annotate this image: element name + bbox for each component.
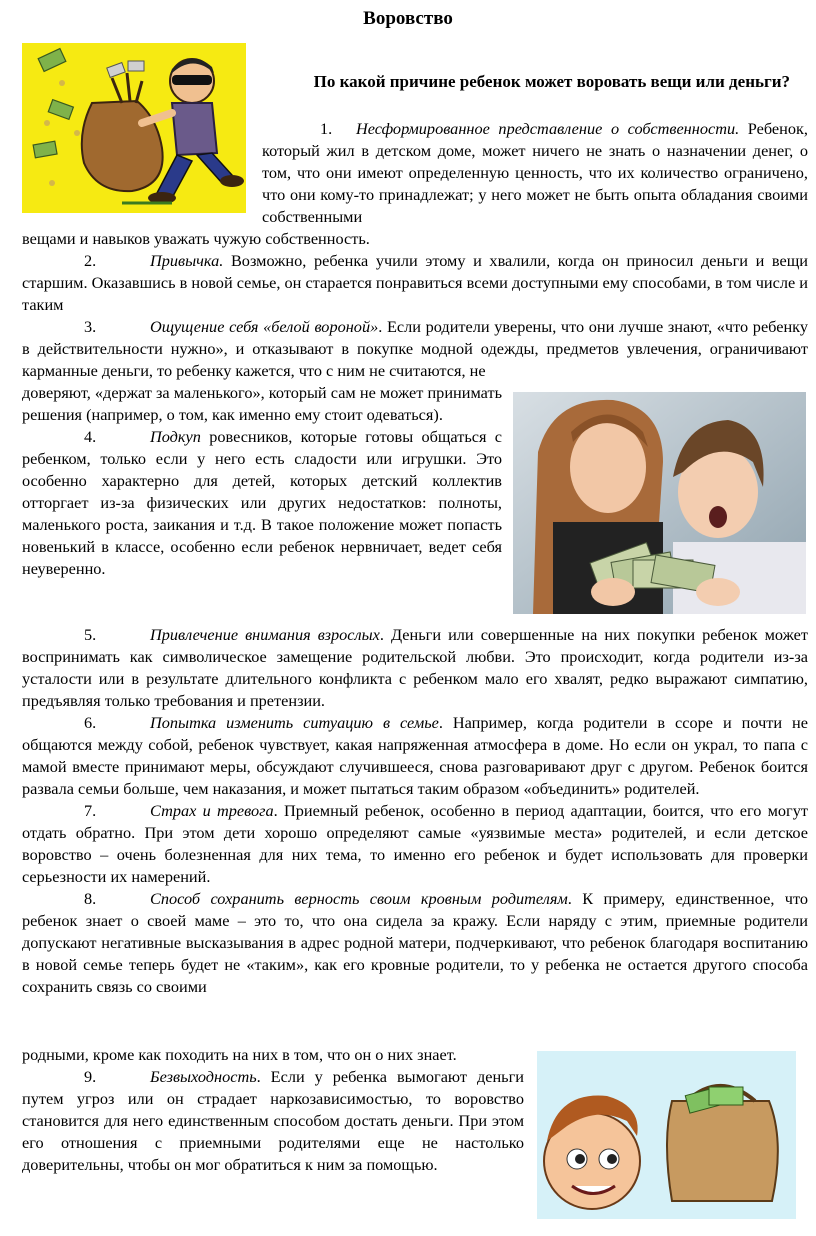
item-number: 8.: [84, 889, 97, 908]
list-items-3-4-narrow: [22, 382, 502, 580]
list-item-4: [22, 426, 502, 580]
item-8-continued: родными, кроме как походить на них в том, что он о них знает.: [22, 1045, 457, 1064]
item-heading: Подкуп: [150, 427, 201, 446]
list-items-5-8: [22, 624, 808, 998]
section-subtitle: По какой причине ребенок может воровать вещи или деньги?: [313, 72, 790, 91]
page-title: Воровство: [363, 8, 453, 29]
item-number: 3.: [84, 317, 97, 336]
item-number: 5.: [84, 625, 97, 644]
item-number: 7.: [84, 801, 97, 820]
list-item-2: [22, 250, 808, 316]
list-items-2-3: [22, 250, 808, 382]
item-number: 1.: [320, 119, 333, 138]
item-number: 2.: [84, 251, 97, 270]
item-heading: Способ сохранить верность своим кровным родителям: [150, 889, 568, 908]
thief-cartoon-image: [22, 43, 246, 213]
item-heading: Страх и тревога: [150, 801, 274, 820]
item-text: Возможно, ребенка учили этому и хвалили, когда он приносил деньги и вещи старшим. Оказавшись в новой семье, он старается понравиться всеми доступными ему способами, в том числе и таким: [22, 251, 808, 314]
child-cartoon-image: [537, 1051, 796, 1219]
item-text: . К примеру, единственное, что ребенок знает о своей маме – это то, что она сидела за кражу. Если наряду с этим, приемные родители допускают негативные высказывания в адрес родной матери, подчеркивают, что ребенок благодаря воспитанию в новой семье теперь будет не «таким», как его кровные родители, то у ребенка не остается другого способа сохранить связь со своими: [22, 889, 808, 996]
item-heading: Ощущение себя «белой вороной»: [150, 317, 379, 336]
list-item-7: [22, 800, 808, 888]
teens-money-photo: [513, 392, 806, 614]
child-illustration: [537, 1051, 796, 1219]
item-text: . Приемный ребенок, особенно в период адаптации, боится, что его могут отдать обратно. При этом дети хорошо определяют самые «уязвимые места» родителей, и если детское воровство – очень болезненная для них тема, то именно его ребенок и будет использовать для проверки серьезности их намерений.: [22, 801, 808, 886]
robber-illustration: [22, 43, 246, 213]
item-heading: Несформированное представление о собственности.: [356, 119, 740, 138]
list-item-5: [22, 624, 808, 712]
item-text: . Например, когда родители в ссоре и почти не общаются между собой, ребенок чувствует, какая напряженная атмосфера в доме. Но если он украл, то папа с мамой вместе принимают меры, обсуждают случившееся, снова разговаривают друг с другом. Ребенок боится развала семьи больше, чем наказания, и может пытаться таким образом «объединить» родителей.: [22, 713, 808, 798]
item-text: ровесников, которые готовы общаться с ребенком, только если у него есть сладости или игрушки. Это особенно характерно для детей, которых детский коллектив отторгает из-за физических или других недостатков: полноты, маленького роста, заикания и т.д. В такое положение может попасть новенький в классе, особенно если ребенок нервничает, ведет себя неуверенно.: [22, 427, 502, 578]
item-text-continued: вещами и навыков уважать чужую собственность.: [22, 229, 370, 248]
list-items-8-9-narrow: [22, 1044, 524, 1176]
item-number: 9.: [84, 1067, 97, 1086]
teens-illustration: [513, 392, 806, 614]
item-heading: Безвыходность: [150, 1067, 257, 1086]
item-number: 6.: [84, 713, 97, 732]
item-heading: Попытка изменить ситуацию в семье: [150, 713, 439, 732]
list-item-8: [22, 888, 808, 998]
item-number: 4.: [84, 427, 97, 446]
list-item-1-top: [262, 118, 808, 228]
item-heading: Привычка.: [150, 251, 224, 270]
list-item-9: [22, 1066, 524, 1176]
item-heading: Привлечение внимания взрослых: [150, 625, 380, 644]
item-text: . Деньги или совершенные на них покупки ребенок может воспринимать как символическое замещение родительской любви. Это происходит, когда родители из-за усталости или в результате длительного конфликта с ребенком мало его хвалят, редко выражают симпатию, предъявляя только требования и претензии.: [22, 625, 808, 710]
list-item-1-bottom: [22, 228, 808, 250]
list-item-6: [22, 712, 808, 800]
item-text: . Если у ребенка вымогают деньги путем угроз или он страдает наркозависимостью, то воровство становится для него единственным способом достать деньги. При этом его отношения с приемными родителями еще не настолько доверительны, чтобы он мог обратиться к ним за помощью.: [22, 1067, 524, 1174]
item-text: Ребенок, который жил в детском доме, может ничего не знать о назначении денег, о том, что они имеют определенную ценность, что их количество ограничено, что они кому-то принадлежат; у него может не быть опыта обладания своими собственными: [262, 119, 808, 226]
list-item-3: [22, 316, 808, 382]
item-text: . Если родители уверены, что они лучше знают, «что ребенку в действительности нужно», и отказывают в покупке модной одежды, предметов увлечения, ограничивают карманные деньги, то ребенку кажется, что с ним не считаются, не: [22, 317, 808, 380]
item-3-continued: доверяют, «держат за маленького», который сам не может принимать решения (например, о том, как именно ему стоит одеваться).: [22, 383, 502, 424]
